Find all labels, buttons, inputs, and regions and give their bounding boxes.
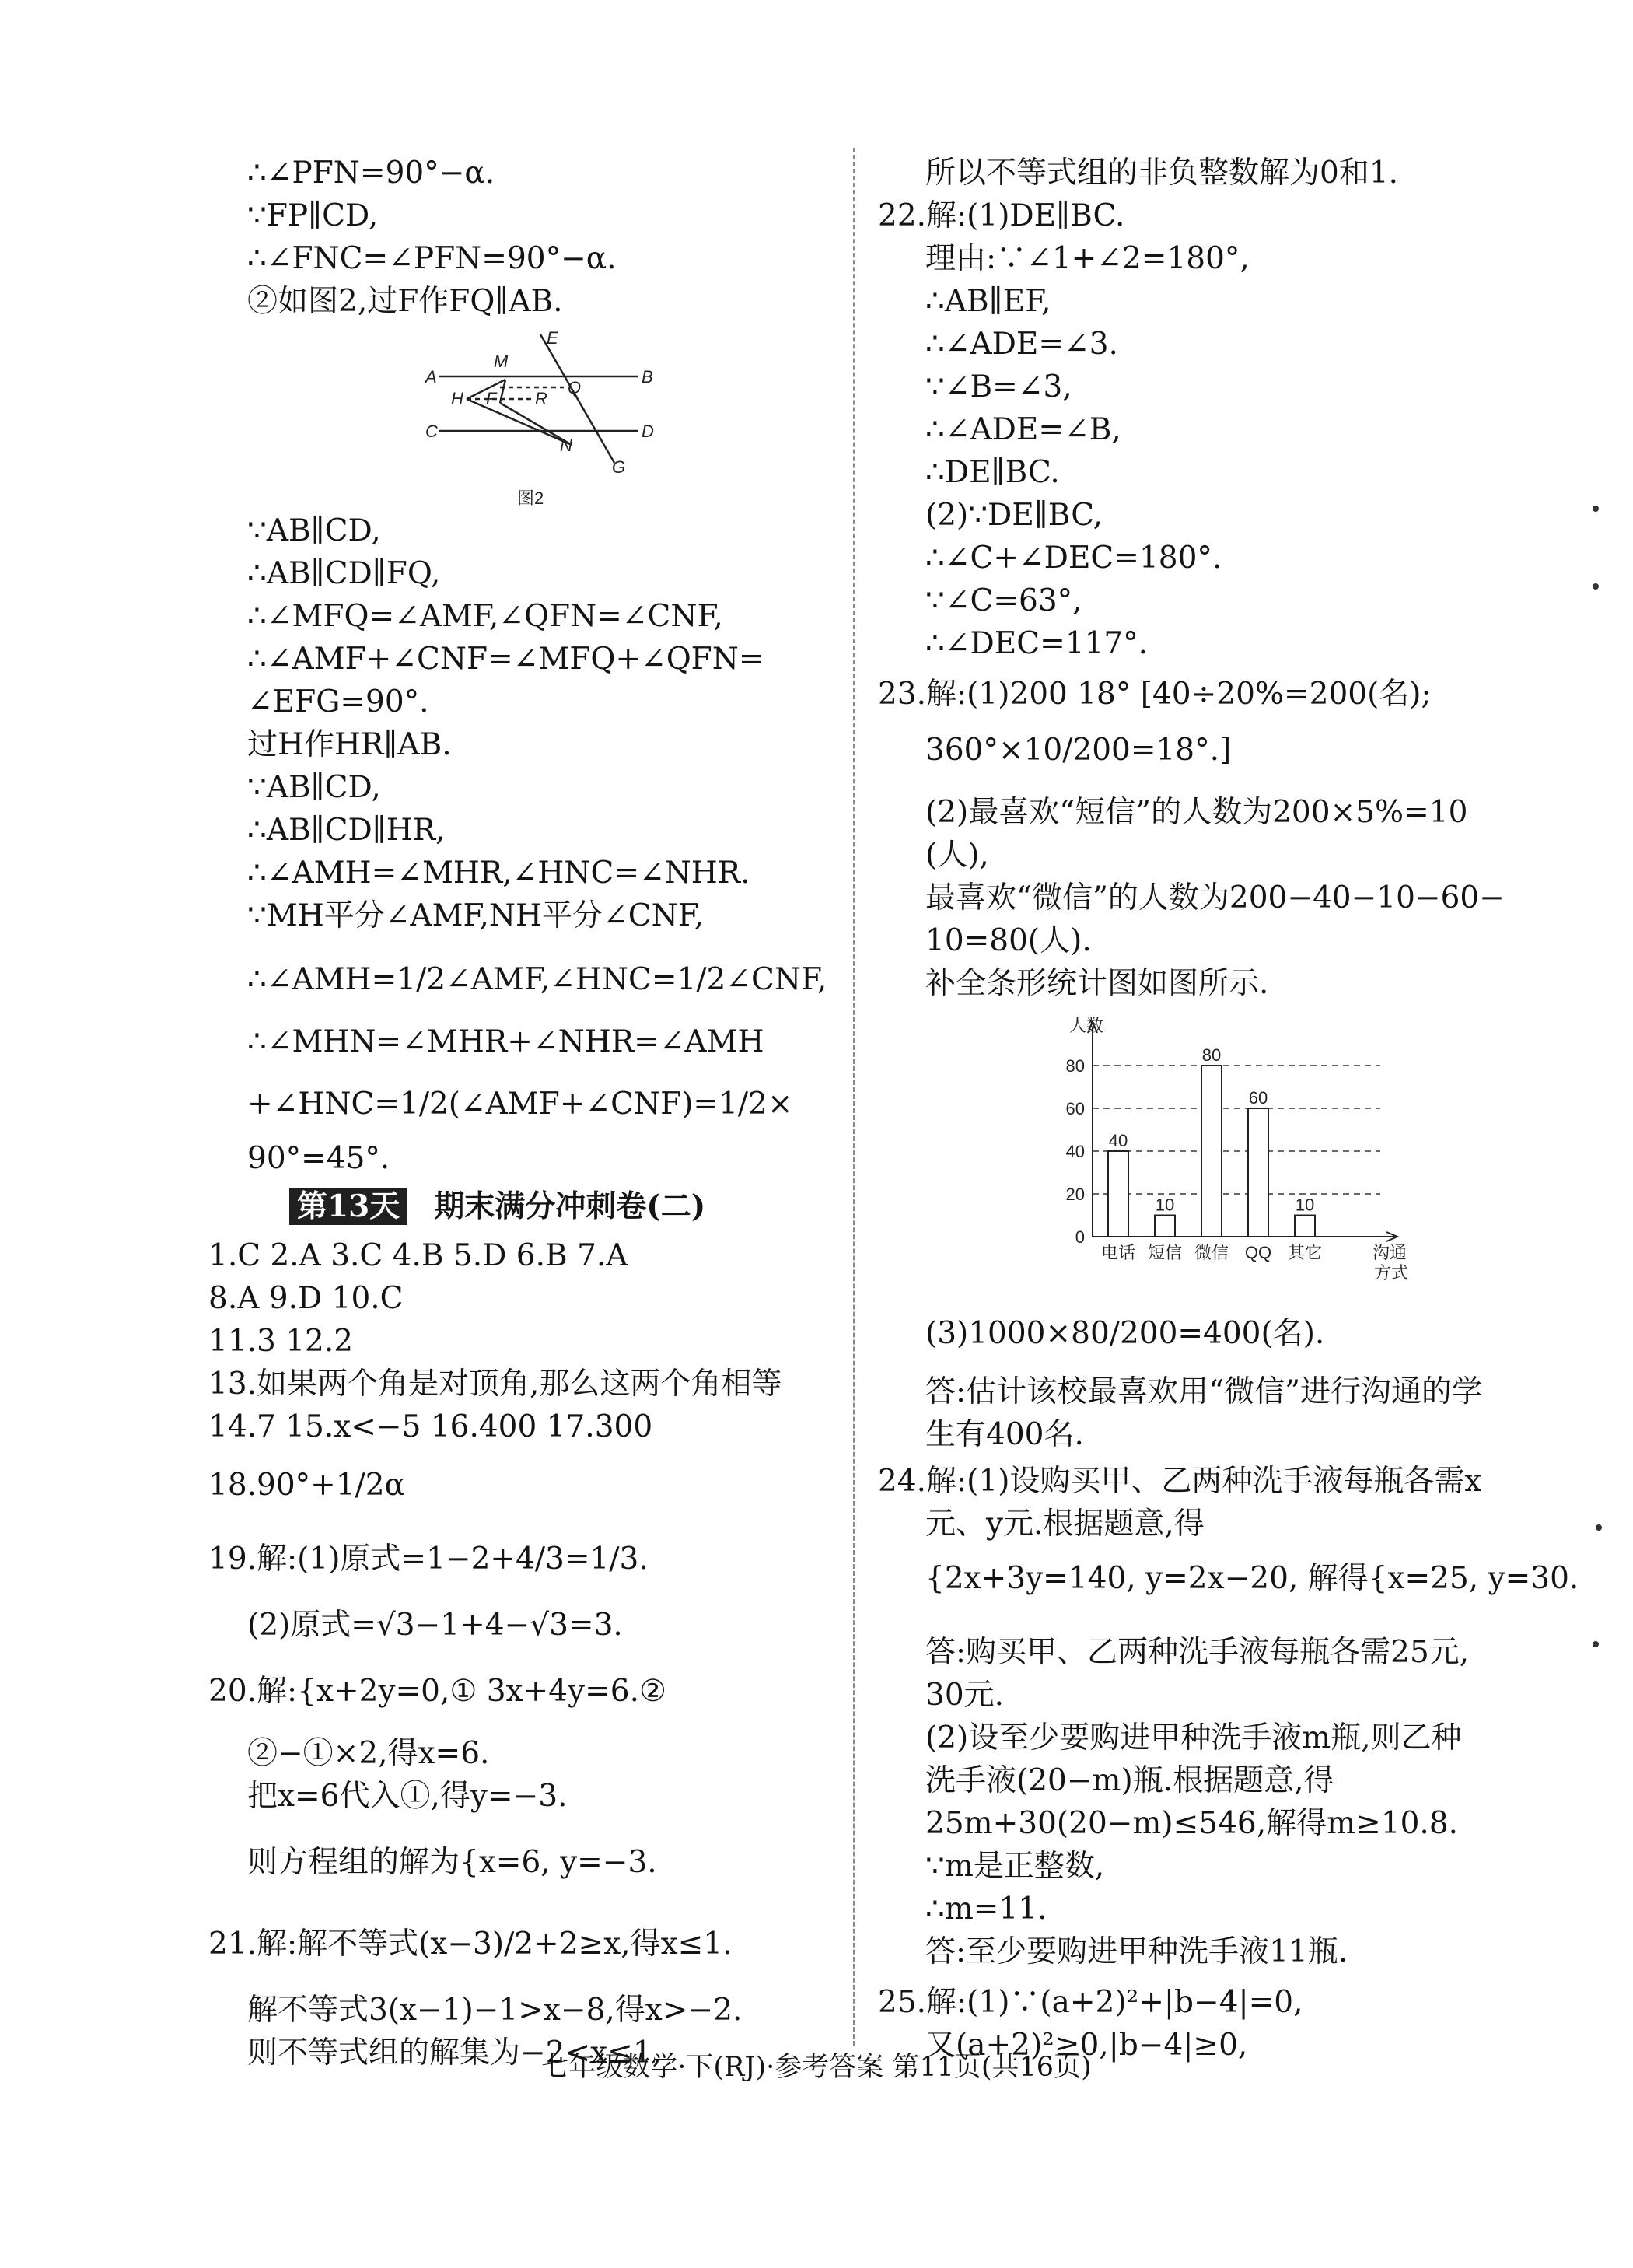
text-line: ∴∠AMF+∠CNF=∠MFQ+∠QFN= [247, 642, 764, 677]
text-line: ∴∠AMH=∠MHR,∠HNC=∠NHR. [247, 856, 750, 891]
label-q: Q [568, 378, 582, 397]
x-axis-label-line2: 方式 [1374, 1263, 1409, 1283]
scan-speck [1593, 1641, 1599, 1647]
line-hn [467, 399, 572, 445]
y-tick-label: 60 [1065, 1099, 1085, 1118]
text-line: ∴DE∥BC. [925, 455, 1060, 490]
text-line: (2)∵DE∥BC, [925, 498, 1103, 533]
text-line: 24.解:(1)设购买甲、乙两种洗手液每瓶各需x [878, 1464, 1482, 1499]
text-line: 25m+30(20−m)≤546,解得m≥10.8. [925, 1806, 1459, 1841]
text-line: (人), [925, 838, 989, 873]
text-line: 理由:∵∠1+∠2=180°, [925, 241, 1250, 276]
bar-value-label: 60 [1248, 1088, 1268, 1108]
label-a: A [425, 367, 437, 387]
section-title: 期末满分冲刺卷(二) [434, 1188, 706, 1224]
x-tick-label: 微信 [1194, 1243, 1229, 1262]
text-line: 360°×10/200=18°.] [925, 733, 1232, 768]
bar [1248, 1108, 1268, 1237]
scan-speck [1593, 506, 1599, 512]
y-tick-label: 20 [1065, 1185, 1085, 1204]
label-b: B [642, 367, 653, 387]
bar [1155, 1216, 1175, 1237]
bar-value-label: 10 [1155, 1195, 1175, 1215]
label-r: R [535, 389, 547, 408]
text-line: ∵AB∥CD, [247, 770, 381, 805]
answer-line: 11.3 12.2 [208, 1324, 354, 1359]
text-line: ∵FP∥CD, [247, 198, 379, 233]
scan-speck [1596, 1524, 1602, 1531]
text-line: 10=80(人). [925, 923, 1092, 958]
scan-speck [1593, 583, 1599, 590]
page-footer: 七年级数学·下(RJ)·参考答案 第11页(共16页) [541, 2052, 1092, 2083]
text-line: {2x+3y=140, y=2x−20, 解得{x=25, y=30. [925, 1561, 1579, 1596]
x-tick-label: 短信 [1147, 1243, 1183, 1262]
text-line: ∴∠DEC=117°. [925, 626, 1149, 661]
text-line: 25.解:(1)∵(a+2)²+|b−4|=0, [878, 1985, 1303, 2020]
text-line: ∴∠ADE=∠B, [925, 412, 1121, 447]
text-line: 答:至少要购进甲种洗手液11瓶. [925, 1934, 1348, 1969]
text-line: ②如图2,过F作FQ∥AB. [247, 284, 563, 319]
x-axis-label-line1: 沟通 [1372, 1243, 1407, 1262]
text-line: ∴∠AMH=1/2∠AMF,∠HNC=1/2∠CNF, [247, 962, 827, 997]
answer-line: 14.7 15.x<−5 16.400 17.300 [208, 1409, 653, 1444]
text-line: 30元. [925, 1678, 1005, 1713]
answer-line: 19.解:(1)原式=1−2+4/3=1/3. [208, 1542, 649, 1577]
column-divider [853, 148, 855, 2046]
y-tick-label: 40 [1065, 1142, 1085, 1161]
label-g: G [612, 457, 626, 477]
text-line: ∴∠C+∠DEC=180°. [925, 541, 1222, 576]
bar [1295, 1216, 1315, 1237]
text-line: 补全条形统计图如图所示. [925, 966, 1269, 1001]
text-line: ∴AB∥CD∥FQ, [247, 556, 441, 591]
y-axis-label: 人数 [1069, 1016, 1104, 1035]
x-tick-label: 电话 [1100, 1243, 1136, 1262]
answer-line: 13.如果两个角是对顶角,那么这两个角相等 [208, 1367, 782, 1402]
text-line: 23.解:(1)200 18° [40÷20%=200(名); [878, 677, 1432, 712]
text-line: 洗手液(20−m)瓶.根据题意,得 [925, 1763, 1334, 1798]
text-line: 最喜欢“微信”的人数为200−40−10−60− [925, 880, 1505, 915]
line-eg [540, 334, 614, 463]
text-line: ∴∠MFQ=∠AMF,∠QFN=∠CNF, [247, 599, 723, 634]
bar [1201, 1066, 1222, 1237]
text-line: (2)设至少要购进甲种洗手液m瓶,则乙种 [925, 1720, 1462, 1755]
x-tick-label: QQ [1244, 1243, 1272, 1262]
text-line: ∵AB∥CD, [247, 513, 381, 548]
answer-line: 20.解:{x+2y=0,① 3x+4y=6.② [208, 1674, 666, 1709]
answer-line: 21.解:解不等式(x−3)/2+2≥x,得x≤1. [208, 1927, 733, 1962]
text-line: 又(a+2)²≥0,|b−4|≥0, [925, 2028, 1248, 2063]
bar-value-label: 80 [1201, 1045, 1222, 1065]
section-badge: 第13天 [289, 1188, 407, 1225]
text-line: ∴AB∥EF, [925, 284, 1051, 319]
answer-line: (2)原式=√3−1+4−√3=3. [247, 1608, 623, 1643]
answer-line: 则不等式组的解集为−2<x≤1, [247, 2035, 663, 2070]
figure-2-geometry [408, 327, 673, 513]
bar-value-label: 10 [1295, 1195, 1315, 1215]
y-tick-label: 0 [1075, 1227, 1085, 1247]
label-d: D [642, 422, 654, 441]
answer-line: 解不等式3(x−1)−1>x−8,得x>−2. [247, 1993, 743, 2028]
text-line: ∵MH平分∠AMF,NH平分∠CNF, [247, 898, 705, 933]
bar [1108, 1151, 1128, 1237]
section-header [289, 1188, 705, 1225]
text-line: 22.解:(1)DE∥BC. [878, 198, 1125, 233]
text-line: +∠HNC=1/2(∠AMF+∠CNF)=1/2× [247, 1087, 793, 1122]
y-tick-label: 80 [1065, 1056, 1085, 1076]
text-line: (2)最喜欢“短信”的人数为200×5%=10 [925, 795, 1468, 830]
text-line: ∵∠C=63°, [925, 583, 1082, 618]
text-line: 90°=45°. [247, 1141, 390, 1176]
text-line: 过H作HR∥AB. [247, 727, 452, 762]
text-line: 答:估计该校最喜欢用“微信”进行沟通的学 [925, 1374, 1483, 1409]
figure-caption: 图2 [517, 488, 544, 508]
text-line: ∴∠MHN=∠MHR+∠NHR=∠AMH [247, 1024, 764, 1059]
text-line: 所以不等式组的非负整数解为0和1. [925, 156, 1399, 191]
label-m: M [494, 352, 509, 371]
text-line: ∵∠B=∠3, [925, 369, 1072, 404]
text-line: 答:购买甲、乙两种洗手液每瓶各需25元, [925, 1635, 1470, 1670]
text-line: ∴∠ADE=∠3. [925, 327, 1118, 362]
answer-line: 1.C 2.A 3.C 4.B 5.D 6.B 7.A [208, 1238, 628, 1273]
bar-chart [1030, 1011, 1528, 1299]
x-tick-label: 其它 [1287, 1243, 1323, 1262]
text-line: ∴∠FNC=∠PFN=90°−α. [247, 241, 617, 276]
text-line: 生有400名. [925, 1417, 1084, 1452]
answer-line: 8.A 9.D 10.C [208, 1281, 404, 1316]
text-line: 元、y元.根据题意,得 [925, 1507, 1205, 1542]
label-h: H [451, 389, 463, 408]
label-e: E [547, 328, 558, 348]
bar-value-label: 40 [1108, 1131, 1128, 1150]
label-c: C [425, 422, 438, 441]
text-line: ∴m=11. [925, 1892, 1047, 1927]
answer-line: 则方程组的解为{x=6, y=−3. [247, 1845, 657, 1880]
text-line: (3)1000×80/200=400(名). [925, 1316, 1325, 1351]
answer-line: 把x=6代入①,得y=−3. [247, 1779, 568, 1814]
text-line: ∴AB∥CD∥HR, [247, 813, 446, 848]
label-f: F [486, 389, 497, 408]
answer-line: 18.90°+1/2α [208, 1468, 405, 1503]
text-line: ∵m是正整数, [925, 1849, 1105, 1884]
text-line: ∠EFG=90°. [247, 684, 429, 719]
text-line: ∴∠PFN=90°−α. [247, 156, 495, 191]
answer-line: ②−①×2,得x=6. [247, 1736, 490, 1771]
label-n: N [560, 436, 572, 455]
